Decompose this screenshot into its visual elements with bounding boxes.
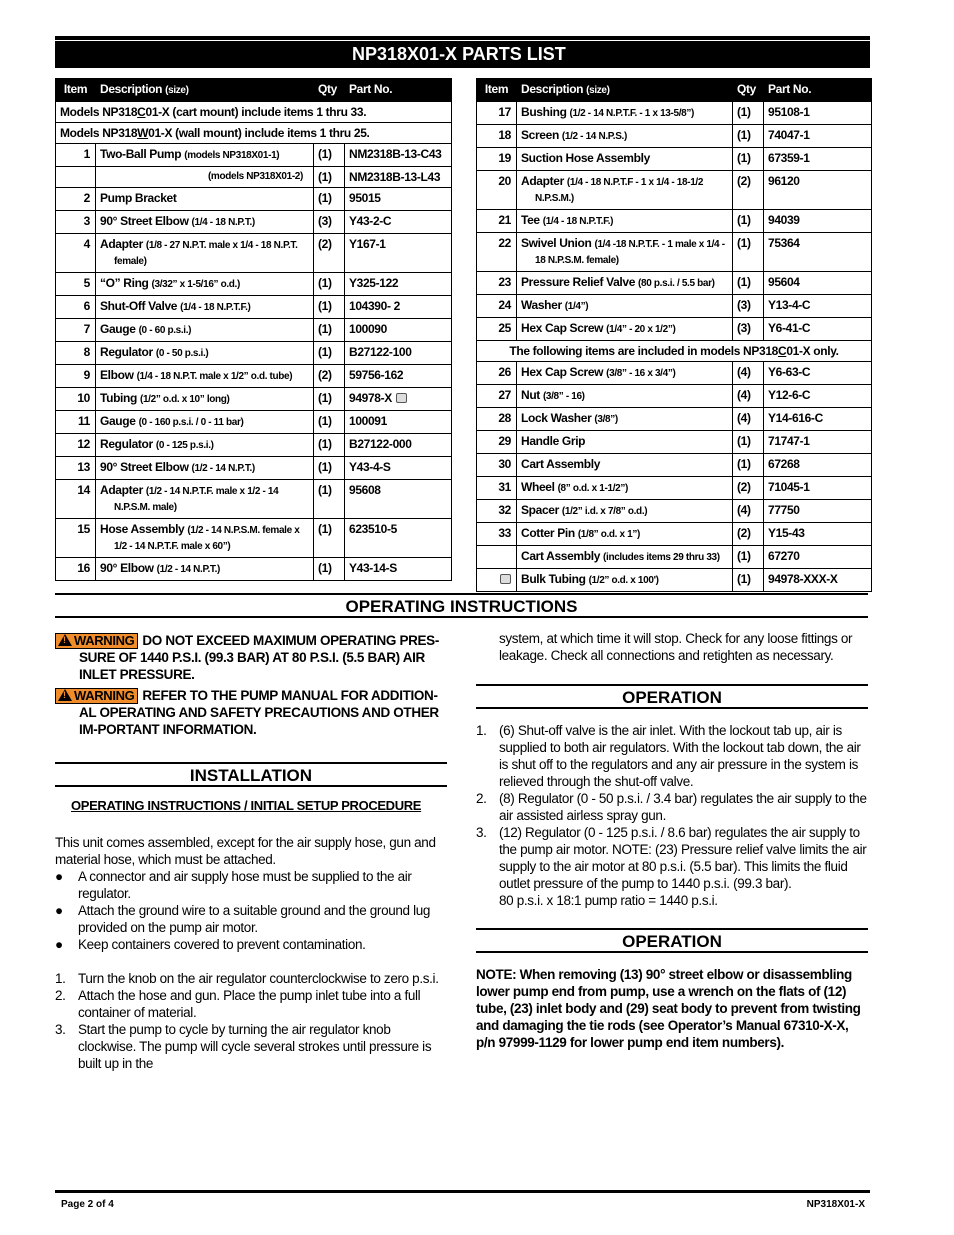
- item-part-number: 95608: [345, 480, 452, 519]
- item-description: Gauge (0 - 60 p.s.i.): [96, 319, 314, 342]
- item-description: Elbow (1/4 - 18 N.P.T. male x 1/2” o.d. tube): [96, 365, 314, 388]
- warning-triangle-icon: [58, 634, 72, 646]
- item-part-number: Y14-616-C: [764, 408, 872, 431]
- item-part-number: 95604: [764, 272, 872, 295]
- cart-only-note: The following items are included in models NP318C01-X only.: [477, 341, 872, 362]
- item-part-number: 623510-5: [345, 519, 452, 558]
- item-number: 22: [477, 233, 517, 272]
- item-part-number: B27122-000: [345, 434, 452, 457]
- item-number: 33: [477, 523, 517, 546]
- table-header: [56, 79, 452, 102]
- installation-bullets: [55, 868, 449, 953]
- item-number: 5: [56, 273, 96, 296]
- item-qty: (1): [314, 144, 345, 167]
- item-qty: (1): [733, 125, 764, 148]
- item-number: 11: [56, 411, 96, 434]
- table-row: [477, 318, 872, 341]
- title-rule: [55, 36, 870, 40]
- item-part-number: 75364: [764, 233, 872, 272]
- item-qty: (3): [314, 211, 345, 234]
- col-part-no: Part No.: [764, 79, 872, 102]
- item-qty: (1): [733, 272, 764, 295]
- item-number: 21: [477, 210, 517, 233]
- item-part-number: 67270: [764, 546, 872, 569]
- table-row: [477, 102, 872, 125]
- item-number: 16: [56, 558, 96, 581]
- item-description: Wheel (8” o.d. x 1-1/2”): [517, 477, 733, 500]
- installation-heading: INSTALLATION: [55, 762, 447, 787]
- table-row: [56, 211, 452, 234]
- operating-instructions-heading: OPERATING INSTRUCTIONS: [55, 593, 868, 618]
- item-qty: (1): [733, 454, 764, 477]
- table-row: [56, 296, 452, 319]
- item-description: Hose Assembly (1/2 - 14 N.P.S.M. female x 1/2 - 14 N.P.T.F. male x 60”): [96, 519, 314, 558]
- table-row: [56, 319, 452, 342]
- table-row: [477, 569, 872, 592]
- warning-manual: !WARNING REFER TO THE PUMP MANUAL FOR ADDITION-AL OPERATING AND SAFETY PRECAUTIONS AND OTHER IM-PORTANT INFORMATION.: [55, 687, 449, 738]
- item-number: [56, 167, 96, 188]
- item-qty: (3): [733, 295, 764, 318]
- table-row: [56, 388, 452, 411]
- item-part-number: Y6-41-C: [764, 318, 872, 341]
- item-qty: (1): [314, 319, 345, 342]
- item-number: 12: [56, 434, 96, 457]
- item-number: 3: [56, 211, 96, 234]
- item-part-number: 104390- 2: [345, 296, 452, 319]
- list-item: 2. (8) Regulator (0 - 50 p.s.i. / 3.4 bar) regulates the air supply to the air assisted airless spray gun.: [476, 791, 867, 823]
- table-header: [477, 79, 872, 102]
- warning-badge: !WARNING: [55, 633, 138, 649]
- item-qty: (1): [314, 457, 345, 480]
- item-description: Shut-Off Valve (1/4 - 18 N.P.T.F.): [96, 296, 314, 319]
- table-row: [477, 125, 872, 148]
- item-description: Spacer (1/2” i.d. x 7/8” o.d.): [517, 500, 733, 523]
- table-row: [477, 431, 872, 454]
- item-part-number: 100091: [345, 411, 452, 434]
- footer-rule: [55, 1190, 870, 1193]
- table-row: [56, 188, 452, 211]
- list-item: ● A connector and air supply hose must be supplied to the air regulator.: [55, 869, 412, 901]
- item-qty: (1): [733, 431, 764, 454]
- item-qty: (1): [733, 148, 764, 171]
- table-row: [477, 233, 872, 272]
- item-description: Hex Cap Screw (1/4” - 20 x 1/2”): [517, 318, 733, 341]
- item-qty: (1): [314, 434, 345, 457]
- item-description: Cart Assembly: [517, 454, 733, 477]
- item-description: Swivel Union (1/4 -18 N.P.T.F. - 1 male x 1/4 - 18 N.P.S.M. female): [517, 233, 733, 272]
- item-description: Cotter Pin (1/8” o.d. x 1”): [517, 523, 733, 546]
- item-part-number: Y6-63-C: [764, 362, 872, 385]
- table-row: [477, 477, 872, 500]
- item-qty: (2): [733, 523, 764, 546]
- table-row: [477, 546, 872, 569]
- item-part-number: Y325-122: [345, 273, 452, 296]
- item-qty: (2): [733, 477, 764, 500]
- item-description: Suction Hose Assembly: [517, 148, 733, 171]
- operation-note: NOTE: When removing (13) 90° street elbow or disassembling lower pump end from pump, use a wrench on the flats of (12) tube, (23) inlet body and (29) seat body to prevent from twisting and damaging the tie rods (see Operator’s Manual 67310-X-X, p/n 97999-1129 for lower pump end item numbers).: [476, 967, 861, 1050]
- item-number: 9: [56, 365, 96, 388]
- page-number: Page 2 of 4: [61, 1199, 114, 1210]
- item-qty: (1): [733, 546, 764, 569]
- item-part-number: 94978-X: [345, 388, 452, 411]
- col-description: Description (size): [96, 79, 314, 102]
- item-description: Tee (1/4 - 18 N.P.T.F.): [517, 210, 733, 233]
- item-number: 13: [56, 457, 96, 480]
- item-part-number: 71045-1: [764, 477, 872, 500]
- item-description: Washer (1/4”): [517, 295, 733, 318]
- item-number: 14: [56, 480, 96, 519]
- marker-box-icon: [396, 393, 407, 403]
- item-part-number: 59756-162: [345, 365, 452, 388]
- warning-badge: !WARNING: [55, 688, 138, 704]
- item-description: Lock Washer (3/8”): [517, 408, 733, 431]
- parts-table-right: [476, 78, 872, 592]
- item-part-number: 95015: [345, 188, 452, 211]
- item-description: Pump Bracket: [96, 188, 314, 211]
- item-description: Tubing (1/2” o.d. x 10” long): [96, 388, 314, 411]
- item-qty: (1): [733, 233, 764, 272]
- item-part-number: NM2318B-13-L43: [345, 167, 452, 188]
- list-item: 2. Attach the hose and gun. Place the pump inlet tube into a full container of material.: [55, 988, 421, 1020]
- warning-pressure: !WARNING DO NOT EXCEED MAXIMUM OPERATING PRES-SURE OF 1440 P.S.I. (99.3 BAR) AT 80 P.S.I. (5.5 BAR) AIR INLET PRESSURE.: [55, 632, 449, 683]
- item-part-number: B27122-100: [345, 342, 452, 365]
- item-part-number: 94039: [764, 210, 872, 233]
- item-number: 26: [477, 362, 517, 385]
- item-description: Bulk Tubing (1/2” o.d. x 100'): [517, 569, 733, 592]
- item-number: 29: [477, 431, 517, 454]
- item-number: [477, 546, 517, 569]
- table-row: [477, 272, 872, 295]
- item-description: Regulator (0 - 50 p.s.i.): [96, 342, 314, 365]
- item-description: 90° Elbow (1/2 - 14 N.P.T.): [96, 558, 314, 581]
- wall-models-note: Models NP318W01-X (wall mount) include items 1 thru 25.: [56, 123, 452, 144]
- item-qty: (1): [314, 273, 345, 296]
- col-item: Item: [56, 79, 96, 102]
- item-qty: (4): [733, 408, 764, 431]
- table-row: [477, 408, 872, 431]
- item-qty: (1): [314, 519, 345, 558]
- item-number: [477, 569, 517, 592]
- operation-heading-2: OPERATION: [476, 928, 868, 953]
- table-row: [56, 365, 452, 388]
- item-qty: (2): [733, 171, 764, 210]
- table-row: [477, 210, 872, 233]
- table-row: [56, 558, 452, 581]
- item-description: Cart Assembly (includes items 29 thru 33): [517, 546, 733, 569]
- item-part-number: 67359-1: [764, 148, 872, 171]
- item-number: 4: [56, 234, 96, 273]
- list-item: 3. Start the pump to cycle by turning the air regulator knob clockwise. The pump will cycle several strokes until pressure is built up in the: [55, 1022, 432, 1071]
- item-part-number: 74047-1: [764, 125, 872, 148]
- item-part-number: Y12-6-C: [764, 385, 872, 408]
- item-number: 17: [477, 102, 517, 125]
- table-row: [56, 144, 452, 167]
- item-number: 1: [56, 144, 96, 167]
- table-row: [477, 171, 872, 210]
- item-qty: (4): [733, 385, 764, 408]
- item-part-number: Y13-4-C: [764, 295, 872, 318]
- item-qty: (2): [314, 234, 345, 273]
- item-description: Bushing (1/2 - 14 N.P.T.F. - 1 x 13-5/8”): [517, 102, 733, 125]
- table-row: [477, 500, 872, 523]
- table-row: [56, 434, 452, 457]
- table-row: [56, 342, 452, 365]
- item-description: Adapter (1/2 - 14 N.P.T.F. male x 1/2 - 14 N.P.S.M. male): [96, 480, 314, 519]
- item-number: 7: [56, 319, 96, 342]
- list-item: ● Keep containers covered to prevent contamination.: [55, 937, 366, 952]
- item-number: 28: [477, 408, 517, 431]
- document-code: NP318X01-X: [806, 1199, 865, 1210]
- col-qty: Qty: [314, 79, 345, 102]
- item-description: Two-Ball Pump (models NP318X01-1): [96, 144, 314, 167]
- table-row: [56, 519, 452, 558]
- item-qty: (1): [314, 342, 345, 365]
- item-qty: (1): [314, 167, 345, 188]
- item-qty: (1): [314, 558, 345, 581]
- item-qty: (3): [733, 318, 764, 341]
- setup-procedure-subheading: OPERATING INSTRUCTIONS / INITIAL SETUP PROCEDURE: [71, 798, 422, 813]
- left-column: [55, 632, 449, 742]
- list-item: 1. (6) Shut-off valve is the air inlet. With the lockout tab up, air is supplied to both air regulators. With the lockout tab down, the air is shut off to the regulators and any air pressure in the system is relieved through the shut-off valve.: [476, 723, 861, 789]
- item-description: “O” Ring (3/32” x 1-5/16” o.d.): [96, 273, 314, 296]
- col-part-no: Part No.: [345, 79, 452, 102]
- list-item: ● Attach the ground wire to a suitable ground and the ground lug provided on the pump air motor.: [55, 903, 431, 935]
- item-qty: (1): [733, 210, 764, 233]
- item-qty: (1): [733, 102, 764, 125]
- item-number: 15: [56, 519, 96, 558]
- item-part-number: Y43-14-S: [345, 558, 452, 581]
- marker-box-icon: [500, 574, 511, 584]
- item-part-number: 95108-1: [764, 102, 872, 125]
- item-number: 2: [56, 188, 96, 211]
- item-description: Screen (1/2 - 14 N.P.S.): [517, 125, 733, 148]
- col-description: Description (size): [517, 79, 733, 102]
- item-number: 27: [477, 385, 517, 408]
- item-description: Handle Grip: [517, 431, 733, 454]
- item-qty: (1): [314, 480, 345, 519]
- table-row: [477, 454, 872, 477]
- item-part-number: 94978-XXX-X: [764, 569, 872, 592]
- item-qty: (1): [733, 569, 764, 592]
- item-number: 20: [477, 171, 517, 210]
- item-part-number: 96120: [764, 171, 872, 210]
- list-item: 3. (12) Regulator (0 - 125 p.s.i. / 8.6 bar) regulates the air supply to the pump air motor. NOTE: (23) Pressure relief valve limits the air supply to the air motor at 80 p.s.i. (5.5 bar). This limits the fluid outlet pressure of the pump to 1440 p.s.i. (99.3 bar).: [476, 825, 867, 891]
- item-qty: (1): [314, 388, 345, 411]
- table-row: [477, 295, 872, 318]
- item-part-number: Y15-43: [764, 523, 872, 546]
- item-description: 90° Street Elbow (1/4 - 18 N.P.T.): [96, 211, 314, 234]
- item-qty: (4): [733, 500, 764, 523]
- item-number: 32: [477, 500, 517, 523]
- operation-heading-1: OPERATION: [476, 684, 868, 709]
- table-row: [56, 457, 452, 480]
- item-number: 23: [477, 272, 517, 295]
- item-number: 18: [477, 125, 517, 148]
- table-row: [56, 273, 452, 296]
- item-part-number: 100090: [345, 319, 452, 342]
- item-part-number: 77750: [764, 500, 872, 523]
- item-qty: (4): [733, 362, 764, 385]
- item-description: Hex Cap Screw (3/8” - 16 x 3/4”): [517, 362, 733, 385]
- table-row: [477, 362, 872, 385]
- item-part-number: Y43-4-S: [345, 457, 452, 480]
- item-description: Nut (3/8” - 16): [517, 385, 733, 408]
- item-description: (models NP318X01-2): [96, 167, 314, 188]
- parts-table-left: [55, 78, 452, 581]
- item-qty: (1): [314, 296, 345, 319]
- installation-intro: This unit comes assembled, except for the air supply hose, gun and material hose, which must be attached.: [55, 835, 436, 867]
- item-description: Regulator (0 - 125 p.s.i.): [96, 434, 314, 457]
- operation-steps: [476, 722, 871, 909]
- item-description: Adapter (1/8 - 27 N.P.T. male x 1/4 - 18 N.P.T. female): [96, 234, 314, 273]
- col-item: Item: [477, 79, 517, 102]
- item-description: Adapter (1/4 - 18 N.P.T.F - 1 x 1/4 - 18-1/2 N.P.S.M.): [517, 171, 733, 210]
- item-number: 31: [477, 477, 517, 500]
- item-description: 90° Street Elbow (1/2 - 14 N.P.T.): [96, 457, 314, 480]
- item-number: 10: [56, 388, 96, 411]
- warning-triangle-icon: [58, 689, 72, 701]
- cart-models-note: Models NP318C01-X (cart mount) include items 1 thru 33.: [56, 102, 452, 123]
- item-number: 30: [477, 454, 517, 477]
- item-qty: (2): [314, 365, 345, 388]
- list-item: 80 p.s.i. x 18:1 pump ratio = 1440 p.s.i.: [499, 893, 718, 908]
- item-part-number: 67268: [764, 454, 872, 477]
- parts-list-title: NP318X01-X PARTS LIST: [55, 41, 870, 68]
- item-number: 6: [56, 296, 96, 319]
- item-number: 19: [477, 148, 517, 171]
- table-row: [56, 480, 452, 519]
- table-row: [477, 148, 872, 171]
- item-number: 25: [477, 318, 517, 341]
- item-part-number: Y43-2-C: [345, 211, 452, 234]
- item-part-number: Y167-1: [345, 234, 452, 273]
- step3-continued: system, at which time it will stop. Check for any loose fittings or leakage. Check all connections and retighten as necessary.: [499, 631, 853, 663]
- item-number: 24: [477, 295, 517, 318]
- item-qty: (1): [314, 411, 345, 434]
- table-row: [477, 385, 872, 408]
- item-description: Gauge (0 - 160 p.s.i. / 0 - 11 bar): [96, 411, 314, 434]
- table-row: [56, 167, 452, 188]
- col-qty: Qty: [733, 79, 764, 102]
- table-row: [56, 411, 452, 434]
- table-row: [477, 523, 872, 546]
- item-qty: (1): [314, 188, 345, 211]
- item-part-number: NM2318B-13-C43: [345, 144, 452, 167]
- item-description: Pressure Relief Valve (80 p.s.i. / 5.5 bar): [517, 272, 733, 295]
- list-item: 1. Turn the knob on the air regulator counterclockwise to zero p.s.i.: [55, 971, 439, 986]
- installation-body: [55, 834, 449, 1072]
- item-part-number: 71747-1: [764, 431, 872, 454]
- table-row: [56, 234, 452, 273]
- item-number: 8: [56, 342, 96, 365]
